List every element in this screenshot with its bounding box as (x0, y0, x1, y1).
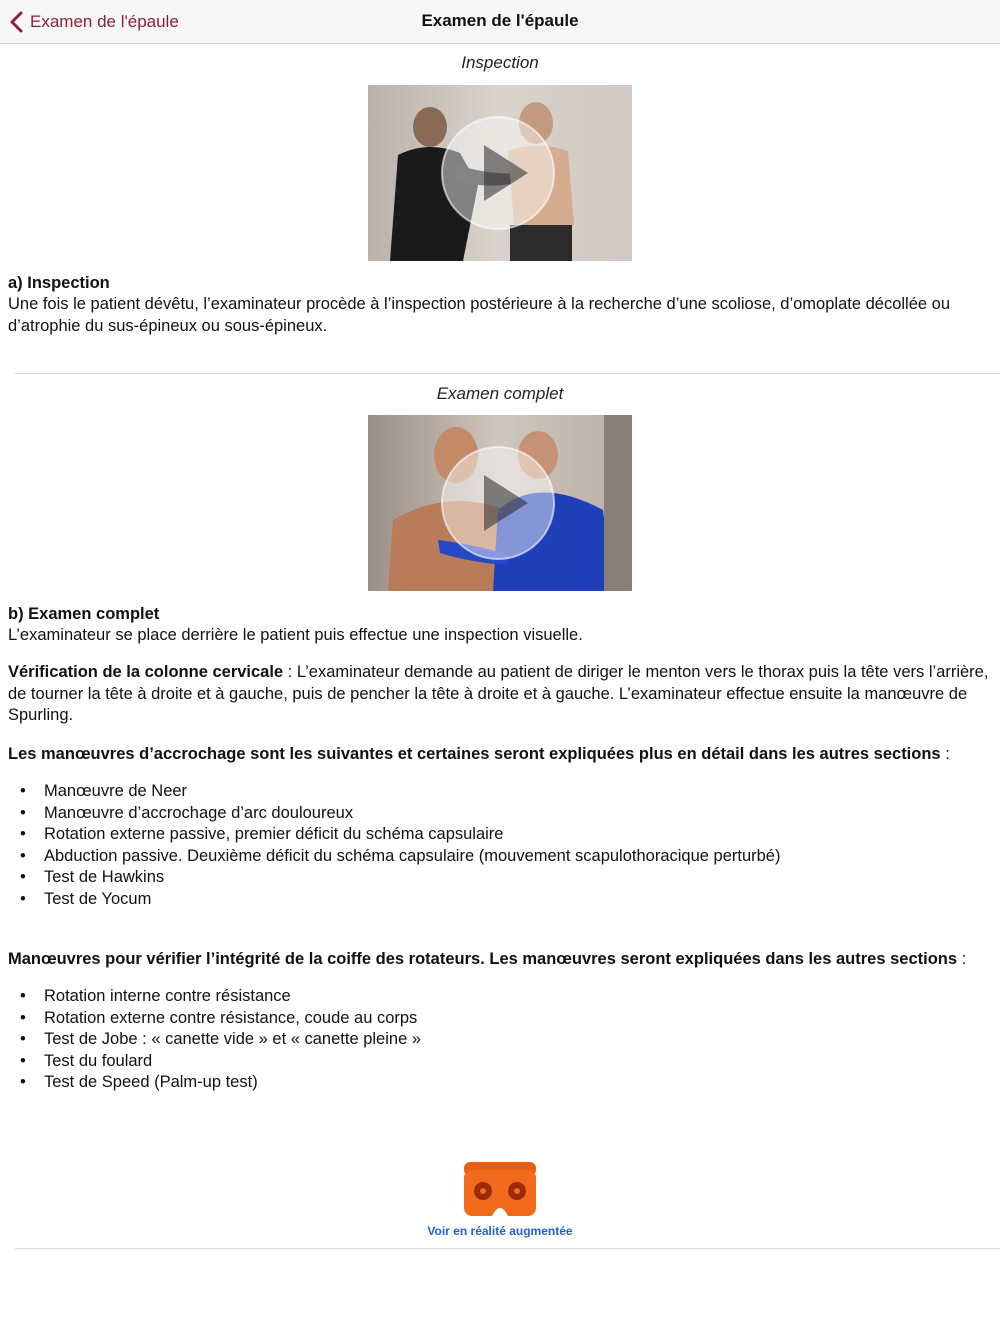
bullet-icon: • (20, 1030, 26, 1049)
list-item-text: Test de Yocum (44, 889, 152, 908)
bullet-icon: • (20, 1073, 26, 1092)
bullet-icon: • (20, 846, 26, 865)
list-item (8, 824, 992, 846)
examen-complet-heading: b) Examen complet (8, 605, 160, 623)
bullet-icon: • (20, 1051, 26, 1070)
bullet-icon: • (20, 868, 26, 887)
play-icon (440, 445, 556, 561)
accrochage-suffix: : (940, 745, 950, 763)
augmented-reality-button[interactable] (440, 1160, 560, 1220)
bullet-icon: • (20, 1008, 26, 1027)
bullet-icon: • (20, 782, 26, 800)
list-item (8, 889, 992, 911)
list-item (8, 803, 992, 825)
augmented-reality-label[interactable]: Voir en réalité augmentée (427, 1224, 573, 1238)
video-inspection[interactable] (368, 85, 632, 261)
list-item-text: Rotation externe contre résistance, coude au corps (44, 1008, 418, 1027)
list-item (8, 867, 992, 889)
list-item-text: Abduction passive. Deuxième déficit du schéma capsulaire (mouvement scapulothoracique perturbé) (44, 846, 781, 865)
section-divider (15, 1248, 1000, 1249)
list-item (8, 1029, 992, 1051)
video-caption-examen-complet: Examen complet (436, 384, 564, 403)
vr-headset-icon (440, 1160, 560, 1220)
play-icon (440, 115, 556, 231)
cervical-paragraph (8, 662, 992, 727)
coiffe-label: Manœuvres pour vérifier l’intégrité de la coiffe des rotateurs. Les manœuvres seront expliquées dans les autres sections (8, 950, 958, 968)
accrochage-intro (8, 744, 992, 766)
bullet-icon: • (20, 803, 26, 822)
list-item (8, 1008, 992, 1030)
accrochage-label: Les manœuvres d’accrochage sont les suivantes et certaines seront expliquées plus en détail dans les autres sections (8, 745, 941, 763)
coiffe-suffix: : (957, 950, 967, 968)
bullet-icon: • (20, 825, 26, 844)
examen-complet-intro: L’examinateur se place derrière le patient puis effectue une inspection visuelle. (8, 626, 583, 644)
coiffe-list (8, 986, 992, 1094)
video-examen-complet[interactable] (368, 415, 632, 591)
list-item (8, 1072, 992, 1094)
list-item-text: Test du foulard (44, 1051, 153, 1070)
cervical-label: Vérification de la colonne cervicale (8, 663, 284, 681)
coiffe-intro (8, 949, 992, 971)
inspection-paragraph: Une fois le patient dévêtu, l’examinateur procède à l’inspection postérieure à la recherche d’une scoliose, d’omoplate décollée ou d’atrophie du sus-épineux ou sous-épineux. (8, 295, 950, 335)
list-item-text: Rotation interne contre résistance (44, 987, 291, 1005)
list-item (8, 1051, 992, 1073)
accrochage-list (8, 781, 992, 911)
list-item (8, 986, 992, 1008)
list-item-text: Manœuvre de Neer (44, 782, 188, 800)
list-item-text: Test de Jobe : « canette vide » et « canette pleine » (44, 1030, 422, 1049)
list-item-text: Rotation externe passive, premier déficit du schéma capsulaire (44, 825, 504, 844)
video-caption-inspection: Inspection (461, 53, 539, 72)
inspection-heading: a) Inspection (8, 274, 110, 292)
section-divider (15, 373, 1000, 374)
navigation-bar (0, 0, 1000, 44)
list-item (8, 846, 992, 868)
bullet-icon: • (20, 987, 26, 1005)
list-item (8, 781, 992, 803)
list-item-text: Manœuvre d’accrochage d’arc douloureux (44, 803, 354, 822)
back-button-label: Examen de l'épaule (30, 12, 179, 31)
page-title: Examen de l'épaule (421, 11, 579, 30)
bullet-icon: • (20, 889, 26, 908)
list-item-text: Test de Speed (Palm-up test) (44, 1073, 258, 1092)
list-item-text: Test de Hawkins (44, 868, 165, 887)
cervical-text: : L’examinateur demande au patient de diriger le menton vers le thorax puis la tête vers l’arrière, de tourner la tête à droite et à gauche, puis de pencher la tête à droite et à gauche. L’examinateur effectue ensuite la manœuvre de Spurling. (8, 663, 989, 724)
